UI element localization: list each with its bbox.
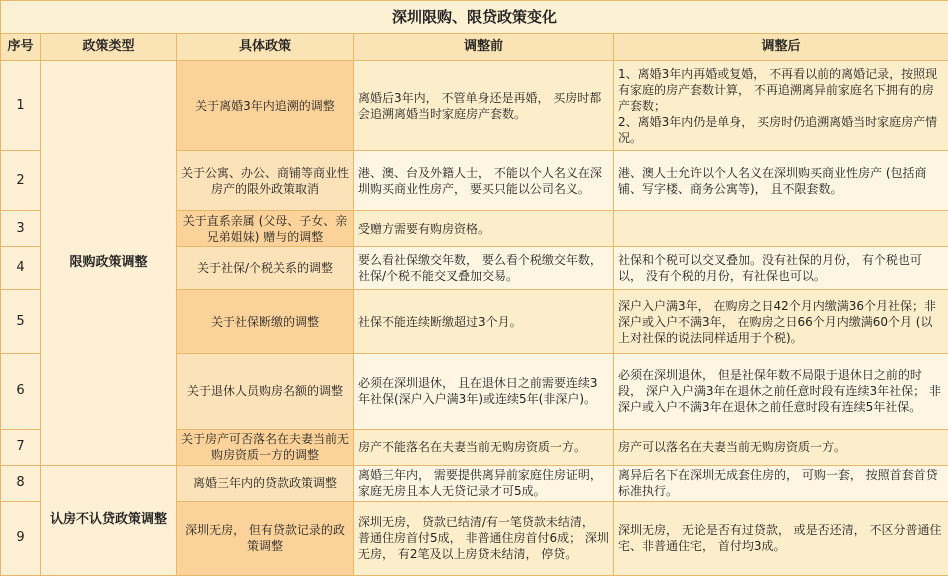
before-cell: 社保不能连续断缴超过3个月。 xyxy=(354,290,614,354)
after-cell: 深圳无房， 无论是否有过贷款， 或是否还清， 不区分普通住宅、非普通住宅， 首付均3成。 xyxy=(614,501,948,575)
row-number: 7 xyxy=(1,429,41,465)
table-row xyxy=(1,465,948,501)
before-cell: 离婚后3年内， 不管单身还是再婚， 买房时都会追溯离婚当时家庭房产套数。 xyxy=(354,61,614,151)
header-type: 政策类型 xyxy=(41,34,177,61)
table-title: 深圳限购、限贷政策变化 xyxy=(1,1,948,34)
row-number: 6 xyxy=(1,353,41,429)
table-row xyxy=(1,61,948,151)
after-cell xyxy=(614,211,948,247)
group-restrict-label: 限购政策调整 xyxy=(41,61,177,466)
before-cell: 离婚三年内， 需要提供离异前家庭住房证明， 家庭无房且本人无贷记录才可5成。 xyxy=(354,465,614,501)
before-cell: 要么看社保缴交年数， 要么看个税缴交年数， 社保/个税不能交叉叠加交易。 xyxy=(354,247,614,290)
policy-cell: 深圳无房， 但有贷款记录的政策调整 xyxy=(177,501,354,575)
row-number: 2 xyxy=(1,151,41,211)
policy-cell: 关于公寓、办公、商铺等商业性房产的限外政策取消 xyxy=(177,151,354,211)
row-number: 8 xyxy=(1,465,41,501)
before-cell: 受赠方需要有购房资格。 xyxy=(354,211,614,247)
after-cell: 必须在深圳退休， 但是社保年数不局限于退休日之前的时段， 深户入户满3年在退休之前任意时段有连续3年社保； 非深户或入户不满3年在退休之前任意时段有连续5年社保。 xyxy=(614,353,948,429)
policy-cell: 关于社保断缴的调整 xyxy=(177,290,354,354)
before-cell: 房产不能落名在夫妻当前无购房资质一方。 xyxy=(354,429,614,465)
policy-cell: 关于房产可否落名在夫妻当前无购房资质一方的调整 xyxy=(177,429,354,465)
group-loan-label: 认房不认贷政策调整 xyxy=(41,465,177,575)
after-cell: 深户入户满3年， 在购房之日42个月内缴满36个月社保；非深户或入户不满3年， 在购房之日66个月内缴满60个月 (以上对社保的说法同样适用于个税)。 xyxy=(614,290,948,354)
policy-cell: 关于直系亲属 (父母、子女、亲兄弟姐妹) 赠与的调整 xyxy=(177,211,354,247)
header-no: 序号 xyxy=(1,34,41,61)
policy-cell: 关于离婚3年内追溯的调整 xyxy=(177,61,354,151)
policy-cell: 关于退休人员购房名额的调整 xyxy=(177,353,354,429)
before-cell: 必须在深圳退休， 且在退休日之前需要连续3年社保(深户入户满3年)或连续5年(非深户)。 xyxy=(354,353,614,429)
after-cell: 港、澳人士允许以个人名义在深圳购买商业性房产 (包括商铺、写字楼、商务公寓等)， 且不限套数。 xyxy=(614,151,948,211)
policy-cell: 离婚三年内的贷款政策调整 xyxy=(177,465,354,501)
after-cell: 1、离婚3年内再婚或复婚， 不再看以前的离婚记录，按照现有家庭的房产套数计算， 不再追溯离异前家庭名下拥有的房产套数； 2、离婚3年内仍是单身， 买房时仍追溯离婚当时家庭房产情况。 xyxy=(614,61,948,151)
row-number: 4 xyxy=(1,247,41,290)
after-cell: 离异后名下在深圳无成套住房的， 可购一套， 按照首套首贷标准执行。 xyxy=(614,465,948,501)
row-number: 3 xyxy=(1,211,41,247)
before-cell: 深圳无房， 贷款已结清/有一笔贷款未结清， 普通住房首付5成， 非普通住房首付6成； 深圳无房， 有2笔及以上房贷未结清， 停贷。 xyxy=(354,501,614,575)
row-number: 1 xyxy=(1,61,41,151)
policy-cell: 关于社保/个税关系的调整 xyxy=(177,247,354,290)
row-number: 9 xyxy=(1,501,41,575)
header-before: 调整前 xyxy=(354,34,614,61)
before-cell: 港、澳、台及外籍人士， 不能以个人名义在深圳购买商业性房产， 要买只能以公司名义。 xyxy=(354,151,614,211)
after-cell: 社保和个税可以交叉叠加。没有社保的月份， 有个税也可以， 没有个税的月份，有社保也可以。 xyxy=(614,247,948,290)
row-number: 5 xyxy=(1,290,41,354)
after-cell: 房产可以落名在夫妻当前无购房资质一方。 xyxy=(614,429,948,465)
header-policy: 具体政策 xyxy=(177,34,354,61)
header-after: 调整后 xyxy=(614,34,948,61)
